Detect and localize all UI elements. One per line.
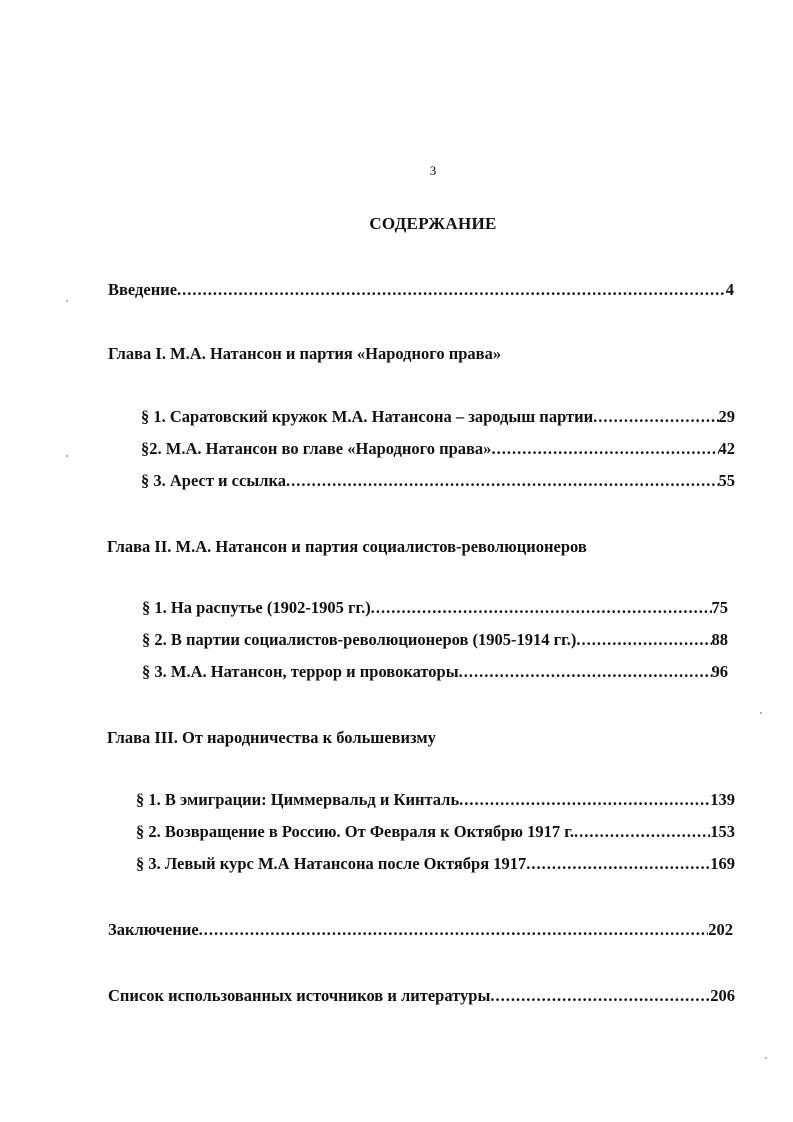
dot-leader: [371, 597, 712, 619]
scan-speck: [765, 1057, 767, 1059]
toc-entry-page: 29: [718, 407, 735, 426]
scan-speck: [760, 712, 762, 714]
dot-leader: [593, 406, 718, 428]
chapter-heading-1[interactable]: Глава I. М.А. Натансон и партия «Народного права»: [108, 344, 502, 363]
toc-entry-label: § 2. Возвращение в Россию. От Февраля к Октябрю 1917 г.: [136, 822, 574, 841]
toc-entry-chapter2-section3[interactable]: [142, 661, 728, 683]
toc-entry-page: 42: [718, 439, 735, 458]
toc-entry-label: § 1. Саратовский кружок М.А. Натансона – зародыш партии: [141, 407, 594, 426]
toc-entry-page: 153: [710, 822, 735, 841]
toc-entry-label: § 2. В партии социалистов-революционеров (1905-1914 гг.): [142, 630, 577, 649]
toc-entry-label: Заключение: [108, 920, 199, 939]
toc-entry-page: 206: [710, 986, 735, 1005]
toc-entry-label: Список использованных источников и литературы: [108, 986, 491, 1005]
toc-entry-label: § 1. В эмиграции: Циммервальд и Кинталь: [136, 790, 460, 809]
toc-entry-bibliography[interactable]: [108, 985, 735, 1007]
scan-speck: [66, 455, 68, 457]
toc-entry-page: 55: [718, 471, 735, 490]
toc-entry-page: 75: [711, 598, 728, 617]
dot-leader: [526, 853, 710, 875]
toc-entry-label: §2. М.А. Натансон во главе «Народного права»: [141, 439, 492, 458]
dot-leader: [490, 985, 710, 1007]
dot-leader: [199, 919, 709, 941]
toc-entry-chapter2-section2[interactable]: [142, 629, 728, 651]
toc-entry-chapter1-section3[interactable]: [141, 470, 735, 492]
toc-entry-label: § 1. На распутье (1902-1905 гг.): [142, 598, 371, 617]
dot-leader: [574, 821, 710, 843]
toc-entry-page: 96: [711, 662, 728, 681]
toc-entry-introduction[interactable]: [108, 279, 734, 301]
chapter-heading-2[interactable]: Глава II. М.А. Натансон и партия социалистов-революционеров: [107, 537, 587, 556]
toc-entry-page: 88: [711, 630, 728, 649]
dot-leader: [286, 470, 719, 492]
toc-entry-chapter1-section2[interactable]: [141, 438, 735, 460]
dot-leader: [459, 661, 712, 683]
toc-entry-page: 202: [708, 920, 733, 939]
page-title: СОДЕРЖАНИЕ: [369, 214, 497, 233]
dot-leader: [459, 789, 710, 811]
toc-entry-conclusion[interactable]: [108, 919, 733, 941]
toc-entry-chapter3-section2[interactable]: [136, 821, 735, 843]
scan-speck: [66, 300, 68, 302]
dot-leader: [576, 629, 711, 651]
toc-entry-label: Введение: [108, 280, 178, 299]
page-number: 3: [429, 163, 437, 178]
chapter-heading-3[interactable]: Глава III. От народничества к большевизму: [107, 728, 436, 747]
toc-entry-label: § 3. Левый курс М.А Натансона после Октября 1917: [136, 854, 527, 873]
toc-entry-label: § 3. М.А. Натансон, террор и провокаторы: [142, 662, 459, 681]
toc-entry-chapter3-section3[interactable]: [136, 853, 735, 875]
toc-entry-chapter2-section1[interactable]: [142, 597, 728, 619]
toc-entry-chapter1-section1[interactable]: [141, 406, 735, 428]
dot-leader: [177, 279, 726, 301]
toc-entry-page: 139: [710, 790, 735, 809]
toc-entry-chapter3-section1[interactable]: [136, 789, 735, 811]
toc-entry-page: 169: [710, 854, 735, 873]
toc-entry-label: § 3. Арест и ссылка: [141, 471, 286, 490]
dot-leader: [491, 438, 718, 460]
toc-entry-page: 4: [725, 280, 734, 299]
